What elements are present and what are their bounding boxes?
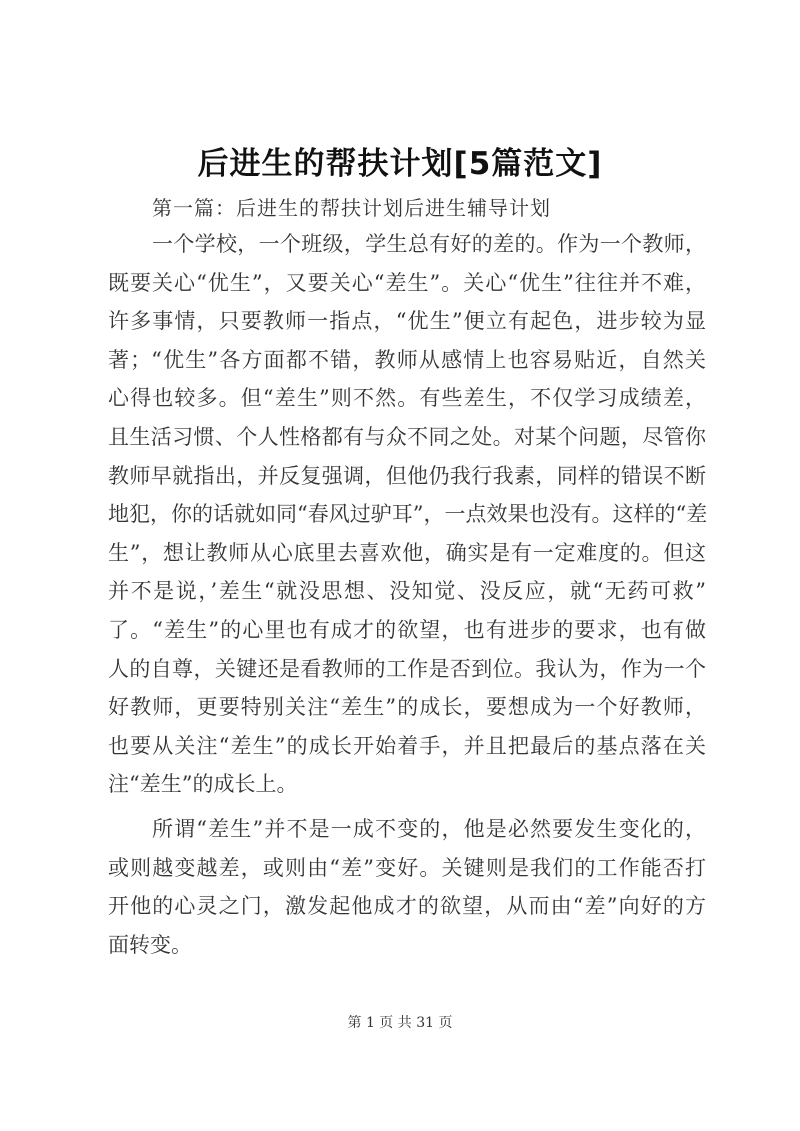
text-line: 了。“差生”的心里也有成才的欲望，也有进步的要求，也有做 — [108, 617, 706, 642]
text-line: 好教师，更要特别关注“差生”的成长，要想成为一个好教师， — [108, 695, 706, 720]
text-line: 教师早就指出，并反复强调，但他仍我行我素，同样的错误不断 — [108, 463, 706, 488]
text-line: 且生活习惯、个人性格都有与众不同之处。对某个问题，尽管你 — [108, 424, 706, 449]
text-line: 注“差生”的成长上。 — [108, 772, 298, 797]
text-line: 并不是说，’差生“就没思想、没知觉、没反应，就“无药可救” — [108, 579, 706, 604]
text-line: 所谓“差生”并不是一成不变的，他是必然要发生变化的， — [152, 817, 706, 841]
text-line: 著；“优生”各方面都不错，教师从感情上也容易贴近，自然关 — [108, 347, 706, 372]
text-line: 地犯，你的话就如同“春风过驴耳”，一点效果也没有。这样的“差 — [108, 502, 708, 527]
text-line: 人的自尊，关键还是看教师的工作是否到位。我认为，作为一个 — [108, 656, 706, 681]
text-line: 开他的心灵之门，激发起他成才的欲望，从而由“差”向好的方 — [108, 894, 706, 919]
paragraph-1 — [108, 225, 706, 804]
text-line: 面转变。 — [108, 932, 192, 957]
section-heading: 第一篇：后进生的帮扶计划后进生辅导计划 — [152, 196, 551, 220]
text-line: 许多事情，只要教师一指点，“优生”便立有起色，进步较为显 — [108, 309, 706, 334]
text-line: 既要关心“优生”，又要关心“差生”。关心“优生”往往并不难， — [108, 270, 706, 295]
text-line: 一个学校，一个班级，学生总有好的差的。作为一个教师， — [152, 232, 706, 256]
paragraph-2 — [108, 810, 706, 964]
text-line: 也要从关注“差生”的成长开始着手，并且把最后的基点落在关 — [108, 733, 706, 758]
document-title: 后进生的帮扶计划[5篇范文] — [197, 146, 603, 182]
text-line: 或则越变越差，或则由“差”变好。关键则是我们的工作能否打 — [108, 855, 706, 880]
text-line: 心得也较多。但“差生”则不然。有些差生，不仅学习成绩差， — [108, 386, 706, 411]
text-line: 生”，想让教师从心底里去喜欢他，确实是有一定难度的。但这 — [108, 540, 706, 565]
page-footer: 第 1 页 共 31 页 — [347, 1015, 453, 1031]
